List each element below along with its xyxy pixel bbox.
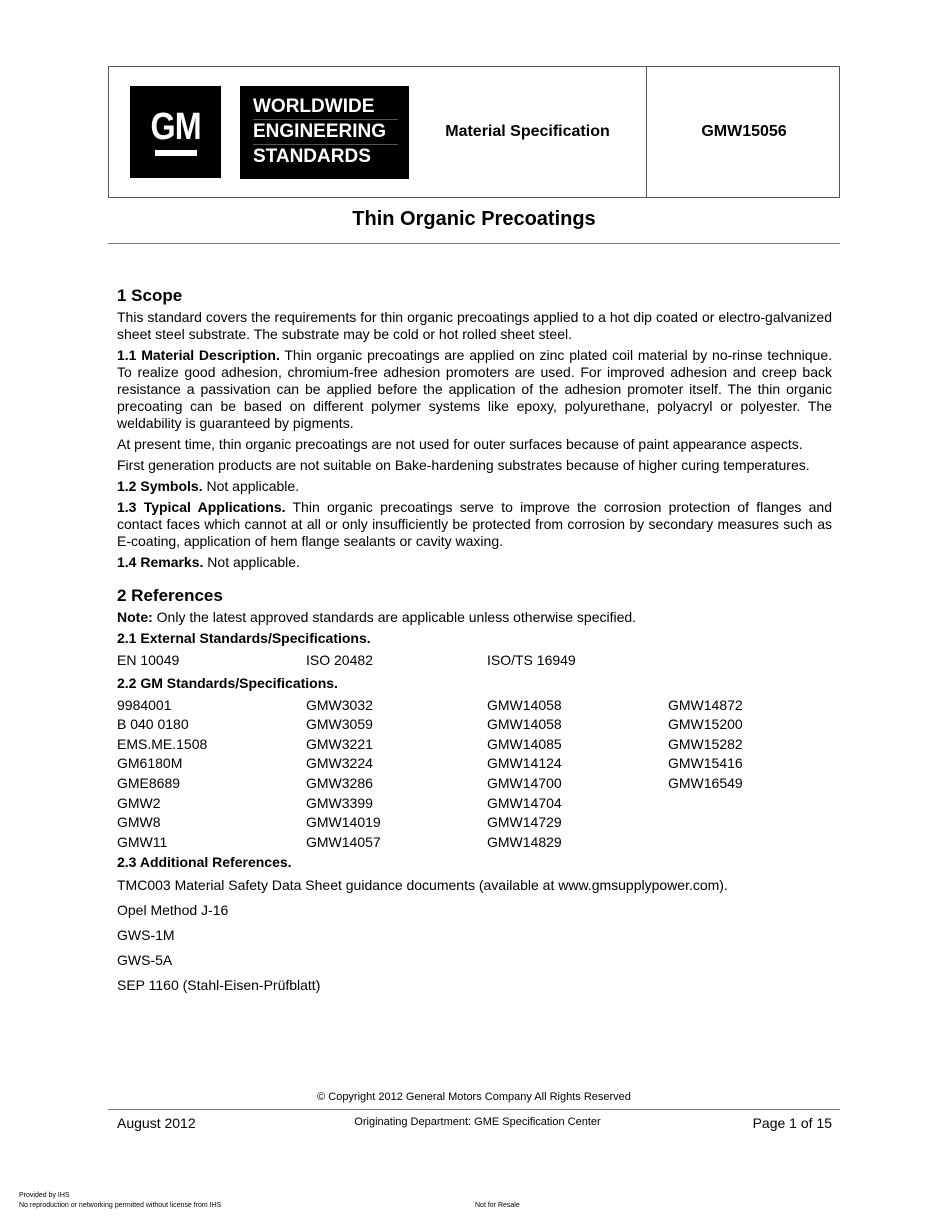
additional-reference: SEP 1160 (Stahl-Eisen-Prüfblatt) xyxy=(117,977,321,994)
symbols-label: 1.2 Symbols. xyxy=(117,478,203,494)
table-cell: GMW3221 xyxy=(306,735,373,752)
footer-date: August 2012 xyxy=(117,1115,196,1131)
table-cell: GM6180M xyxy=(117,755,183,772)
external-standard: ISO 20482 xyxy=(306,652,373,668)
external-standard: ISO/TS 16949 xyxy=(487,652,576,668)
gm-logo xyxy=(130,86,221,178)
provided-by-notice: Provided by IHS xyxy=(19,1192,70,1199)
table-cell: GMW15416 xyxy=(668,755,743,772)
table-row xyxy=(117,696,832,716)
main-content xyxy=(117,285,832,1000)
table-cell: 9984001 xyxy=(117,696,172,713)
table-cell: GMW16549 xyxy=(668,774,743,791)
additional-reference: GWS-1M xyxy=(117,927,175,944)
org-line: ENGINEERING xyxy=(253,120,398,145)
table-cell: GMW11 xyxy=(117,833,168,850)
external-standard: EN 10049 xyxy=(117,652,180,668)
no-reproduction-notice: No reproduction or networking permitted without license from IHS xyxy=(19,1202,222,1209)
table-cell: GMW3224 xyxy=(306,755,373,772)
note-paragraph xyxy=(117,609,832,626)
org-line: STANDARDS xyxy=(253,146,371,167)
footer-rule xyxy=(108,1109,840,1110)
material-description xyxy=(117,347,832,432)
note-label: Note: xyxy=(117,609,153,625)
table-row xyxy=(117,833,832,853)
additional-reference: Opel Method J-16 xyxy=(117,902,229,919)
table-cell: GMW3059 xyxy=(306,716,373,733)
table-cell: GMW14058 xyxy=(487,716,562,733)
table-cell: GMW14872 xyxy=(668,696,743,713)
table-row xyxy=(117,735,832,755)
table-cell: GMW14085 xyxy=(487,735,562,752)
external-standards-row xyxy=(117,651,832,671)
table-cell xyxy=(668,794,828,814)
present-time-paragraph: At present time, thin organic precoatings are not used for outer surfaces because of paint appearance aspects. xyxy=(117,436,803,452)
table-row xyxy=(117,754,832,774)
external-standards-heading: 2.1 External Standards/Specifications. xyxy=(117,630,371,646)
document-code: GMW15056 xyxy=(701,123,787,140)
applications-text: Thin organic precoatings serve to improve the corrosion protection of flanges and contact faces which cannot at all or only insufficiently be protected from corrosion by secondary measures such as E-coating, application of hem flange sealants or cavity waxing. xyxy=(117,499,832,549)
scope-intro: This standard covers the requirements for thin organic precoatings applied to a hot dip coated or electro-galvanized sheet steel substrate. The substrate may be cold or hot rolled sheet steel. xyxy=(117,309,832,342)
gm-logo-bar xyxy=(155,150,197,156)
table-cell: GMW14057 xyxy=(306,833,381,850)
table-cell: GMW14058 xyxy=(487,696,562,713)
table-cell: GMW3032 xyxy=(306,696,373,713)
title-rule xyxy=(108,243,840,244)
table-cell: GMW14124 xyxy=(487,755,562,772)
scope-heading: 1 Scope xyxy=(117,286,183,305)
table-cell: GMW8 xyxy=(117,814,161,831)
table-cell: GMW14700 xyxy=(487,774,562,791)
table-cell: GMW14704 xyxy=(487,794,562,811)
note-text: Only the latest approved standards are applicable unless otherwise specified. xyxy=(152,609,637,625)
table-row xyxy=(117,715,832,735)
table-cell: GMW3399 xyxy=(306,794,373,811)
header-box xyxy=(108,66,840,198)
page-title: Thin Organic Precoatings xyxy=(352,208,596,230)
gm-logo-text: GM xyxy=(150,106,201,148)
first-generation-paragraph: First generation products are not suitable on Bake-hardening substrates because of higher curing temperatures. xyxy=(117,457,810,473)
worldwide-engineering-standards-logo xyxy=(240,86,409,179)
applications-paragraph xyxy=(117,499,832,550)
org-line: WORLDWIDE xyxy=(253,95,398,120)
material-text: Thin organic precoatings are applied on zinc plated coil material by no-rinse technique. To realize good adhesion, chromium-free adhesion promoters are used. For improved adhesion and creep back resistance a passivation can be applied before the application of the adhesion promoter itself. The thin organic precoating can be based on different polymer systems like epoxy, polyurethane, polyacryl or polyester. The weldability is guaranteed by pigments. xyxy=(117,347,832,431)
table-cell: GMW14829 xyxy=(487,833,562,850)
table-cell xyxy=(668,833,828,853)
copyright-notice: © Copyright 2012 General Motors Company All Rights Reserved xyxy=(317,1091,631,1103)
table-cell xyxy=(668,813,828,833)
table-cell: GMW3286 xyxy=(306,774,373,791)
table-cell: GME8689 xyxy=(117,774,181,791)
table-cell: B 040 0180 xyxy=(117,716,189,733)
footer-department: Originating Department: GME Specification Center xyxy=(354,1116,601,1128)
document-type: Material Specification xyxy=(445,123,610,140)
additional-references-heading: 2.3 Additional References. xyxy=(117,854,292,871)
not-for-resale-notice: Not for Resale xyxy=(475,1202,520,1209)
table-row xyxy=(117,813,832,833)
material-label: 1.1 Material Description. xyxy=(117,347,280,363)
symbols-paragraph xyxy=(117,478,832,495)
table-cell: GMW14019 xyxy=(306,814,381,831)
remarks-paragraph xyxy=(117,554,832,571)
symbols-text: Not applicable. xyxy=(202,478,300,494)
references-heading: 2 References xyxy=(117,586,223,605)
gm-standards-table xyxy=(117,696,832,853)
table-cell: GMW14729 xyxy=(487,814,562,831)
table-cell: GMW15282 xyxy=(668,735,743,752)
table-cell: GMW2 xyxy=(117,794,161,811)
additional-reference: GWS-5A xyxy=(117,952,173,969)
applications-label: 1.3 Typical Applications. xyxy=(117,499,286,515)
footer-page-number: Page 1 of 15 xyxy=(752,1115,832,1131)
table-row xyxy=(117,774,832,794)
table-cell: GMW15200 xyxy=(668,716,743,733)
additional-reference: TMC003 Material Safety Data Sheet guidance documents (available at www.gmsupplypower.com). xyxy=(117,877,728,894)
remarks-text: Not applicable. xyxy=(203,554,300,570)
remarks-label: 1.4 Remarks. xyxy=(117,554,204,570)
table-cell: EMS.ME.1508 xyxy=(117,735,208,752)
table-row xyxy=(117,794,832,814)
gm-standards-heading: 2.2 GM Standards/Specifications. xyxy=(117,674,338,691)
